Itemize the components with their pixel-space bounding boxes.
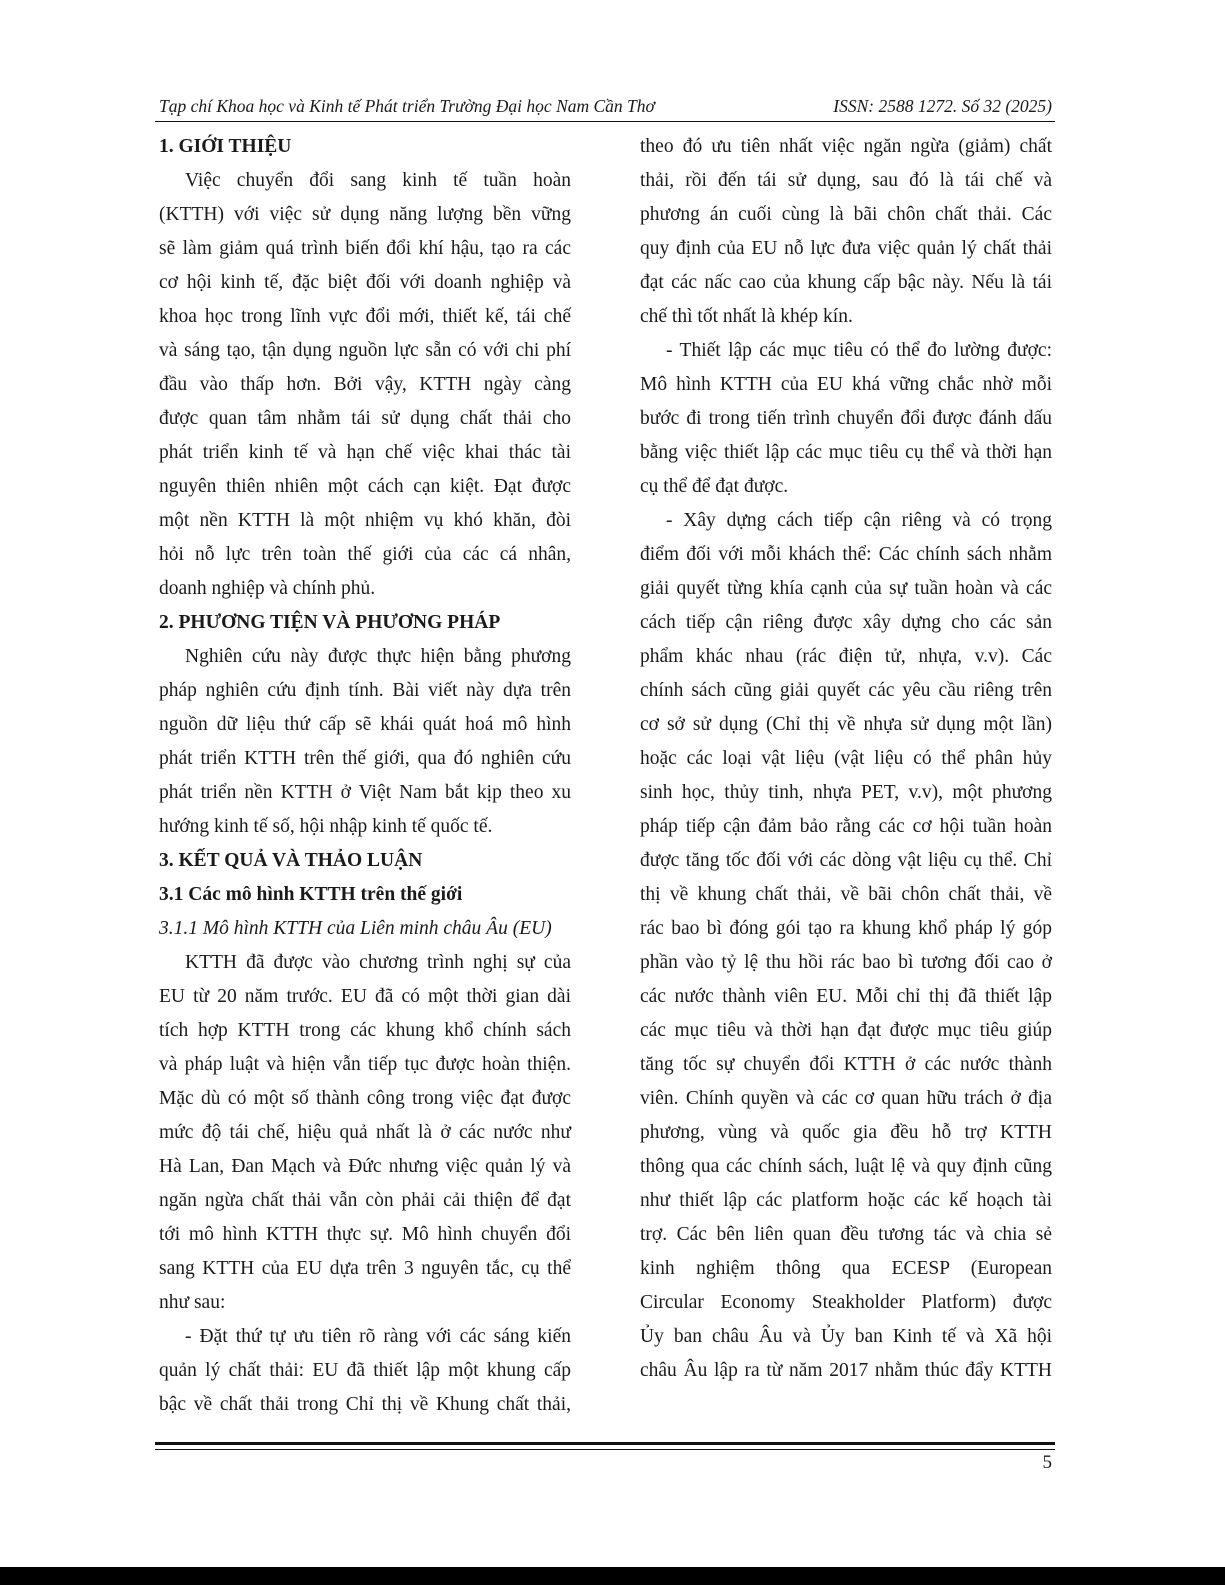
text-line: tăng tốc sự chuyển đổi KTTH ở các nước thành (640, 1054, 1052, 1075)
section-heading-methods: 2. PHƯƠNG TIỆN VÀ PHƯƠNG PHÁP (159, 612, 501, 633)
text-line: Mặc dù có một số thành công trong việc đạt được (159, 1088, 571, 1109)
text-line: Việc chuyển đổi sang kinh tế tuần hoàn (185, 170, 571, 191)
running-header (159, 96, 1052, 122)
text-line: thị về khung chất thải, về bãi chôn chất thải, về (640, 884, 1052, 905)
text-line: Mô hình KTTH của EU khá vững chắc nhờ mỗi (640, 374, 1052, 395)
text-line: doanh nghiệp và chính phủ. (159, 578, 376, 599)
text-line: phẩm khác nhau (rác điện tử, nhựa, v.v). Các (640, 646, 1052, 667)
right-column (640, 130, 1052, 1388)
text-line: như sau: (159, 1292, 226, 1313)
text-line: bước đi trong tiến trình chuyển đổi được đánh dấu (640, 408, 1052, 429)
page-number: 5 (1042, 1452, 1052, 1473)
header-rule (155, 121, 1055, 122)
text-line: - Đặt thứ tự ưu tiên rõ ràng với các sáng kiến (185, 1326, 571, 1347)
text-line: hỏi nỗ lực trên toàn thế giới của các cá nhân, (159, 544, 571, 565)
text-line: pháp tiếp cận đảm bảo rằng các cơ hội tuần hoàn (640, 816, 1052, 837)
text-line: EU từ 20 năm trước. EU đã có một thời gian dài (159, 986, 571, 1007)
subsubsection-heading: 3.1.1 Mô hình KTTH của Liên minh châu Âu (EU) (159, 918, 552, 939)
text-line: và sáng tạo, tận dụng nguồn lực sẵn có với chi phí (159, 340, 571, 361)
subsection-heading: 3.1 Các mô hình KTTH trên thế giới (159, 884, 463, 905)
text-line: cụ thể để đạt được. (640, 476, 789, 497)
text-line: các mục tiêu và thời hạn đạt được mục tiêu giúp (640, 1020, 1052, 1041)
text-line: chế thì tốt nhất là khép kín. (640, 306, 853, 327)
text-line: phương, vùng và quốc gia đều hỗ trợ KTTH (640, 1122, 1052, 1143)
text-line: Nghiên cứu này được thực hiện bằng phương (185, 646, 571, 667)
text-line: cách tiếp cận riêng được xây dựng cho các sản (640, 612, 1052, 633)
text-line: Hà Lan, Đan Mạch và Đức nhưng việc quản lý và (159, 1156, 571, 1177)
text-line: châu Âu lập ra từ năm 2017 nhằm thúc đẩy KTTH (640, 1360, 1052, 1381)
bottom-edge-bar (0, 1567, 1225, 1585)
text-line: kinh nghiệm thông qua ECESP (European (640, 1258, 1052, 1279)
text-line: - Thiết lập các mục tiêu có thể đo lường được: (666, 340, 1052, 361)
text-line: rác bao bì đóng gói tạo ra khung khổ pháp lý góp (640, 918, 1052, 939)
text-line: các nước thành viên EU. Mỗi chỉ thị đã thiết lập (640, 986, 1052, 1007)
text-line: ngăn ngừa chất thải vẫn còn phải cải thiện để đạt (159, 1190, 571, 1211)
text-line: được quan tâm nhằm tái sử dụng chất thải cho (159, 408, 571, 429)
text-line: khoa học trong lĩnh vực đổi mới, thiết kế, tái chế (159, 306, 571, 327)
text-line: như thiết lập các platform hoặc các kế hoạch tài (640, 1190, 1052, 1211)
text-line: giải quyết từng khía cạnh của sự tuần hoàn và các (640, 578, 1052, 599)
text-line: phương án cuối cùng là bãi chôn chất thải. Các (640, 204, 1052, 225)
section-heading-introduction: 1. GIỚI THIỆU (159, 136, 292, 157)
text-line: thông qua các chính sách, luật lệ và quy định cũng (640, 1156, 1052, 1177)
text-line: thải, rồi đến tái sử dụng, sau đó là tái chế và (640, 170, 1052, 191)
text-line: Circular Economy Steakholder Platform) được (640, 1292, 1052, 1313)
text-line: chính sách cũng giải quyết các yêu cầu riêng trên (640, 680, 1052, 701)
journal-title: Tạp chí Khoa học và Kinh tế Phát triển Trường Đại học Nam Cần Thơ (159, 96, 655, 116)
left-column (159, 130, 571, 1422)
text-line: và pháp luật và hiện vẫn tiếp tục được hoàn thiện. (159, 1054, 571, 1075)
footer-rule-thin (155, 1449, 1055, 1450)
text-line: theo đó ưu tiên nhất việc ngăn ngừa (giảm) chất (640, 136, 1052, 157)
text-line: phát triển KTTH trên thế giới, qua đó nghiên cứu (159, 748, 571, 769)
text-line: mức độ tái chế, hiệu quả nhất là ở các nước như (159, 1122, 571, 1143)
text-line: nguồn dữ liệu thứ cấp sẽ khái quát hoá mô hình (159, 714, 571, 735)
text-line: quản lý chất thải: EU đã thiết lập một khung cấp (159, 1360, 571, 1381)
text-line: đạt các nấc cao của khung cấp bậc này. Nếu là tái (640, 272, 1052, 293)
text-line: hướng kinh tế số, hội nhập kinh tế quốc tế. (159, 816, 493, 837)
text-line: phát triển nền KTTH ở Việt Nam bắt kịp theo xu (159, 782, 571, 803)
text-line: tới mô hình KTTH thực sự. Mô hình chuyển đổi (159, 1224, 571, 1245)
text-line: cơ hội kinh tế, đặc biệt đối với doanh nghiệp và (159, 272, 571, 293)
text-line: được tăng tốc đối với các dòng vật liệu cụ thể. Chỉ (640, 850, 1052, 871)
text-line: một nền KTTH là một nhiệm vụ khó khăn, đòi (159, 510, 571, 531)
text-line: sẽ làm giảm quá trình biến đổi khí hậu, tạo ra các (159, 238, 571, 259)
text-line: pháp nghiên cứu định tính. Bài viết này dựa trên (159, 680, 571, 701)
text-line: nguyên thiên nhiên một cách cạn kiệt. Đạt được (159, 476, 571, 497)
text-line: điểm đối với mỗi khách thể: Các chính sách nhằm (640, 544, 1052, 565)
text-line: bậc về chất thải trong Chỉ thị về Khung chất thải, (159, 1394, 571, 1415)
text-line: viên. Chính quyền và các cơ quan hữu trách ở địa (640, 1088, 1052, 1109)
section-heading-results: 3. KẾT QUẢ VÀ THẢO LUẬN (159, 850, 423, 871)
text-line: hoặc các loại vật liệu (vật liệu có thể phân hủy (640, 748, 1052, 769)
text-line: Ủy ban châu Âu và Ủy ban Kinh tế và Xã hội (640, 1326, 1052, 1347)
text-line: trợ. Các bên liên quan đều tương tác và chia sẻ (640, 1224, 1052, 1245)
text-line: sinh học, thủy tinh, nhựa PET, v.v), một phương (640, 782, 1052, 803)
text-line: sang KTTH của EU dựa trên 3 nguyên tắc, cụ thể (159, 1258, 571, 1279)
text-line: đầu vào thấp hơn. Bởi vậy, KTTH ngày càng (159, 374, 571, 395)
text-line: bằng việc thiết lập các mục tiêu cụ thể và thời hạn (640, 442, 1052, 463)
text-line: phần vào tỷ lệ thu hồi rác bao bì tương đối cao ở (640, 952, 1052, 973)
text-line: cơ sở sử dụng (Chỉ thị về nhựa sử dụng một lần) (640, 714, 1052, 735)
issn-issue: ISSN: 2588 1272. Số 32 (2025) (833, 96, 1052, 116)
text-line: KTTH đã được vào chương trình nghị sự của (185, 952, 571, 973)
text-line: quy định của EU nỗ lực đưa việc quản lý chất thải (640, 238, 1052, 259)
text-line: tích hợp KTTH trong các khung khổ chính sách (159, 1020, 571, 1041)
text-line: phát triển kinh tế và hạn chế việc khai thác tài (159, 442, 571, 463)
footer-rule-thick (155, 1442, 1055, 1445)
text-line: (KTTH) với việc sử dụng năng lượng bền vững (159, 204, 571, 225)
text-line: - Xây dựng cách tiếp cận riêng và có trọng (666, 510, 1052, 531)
